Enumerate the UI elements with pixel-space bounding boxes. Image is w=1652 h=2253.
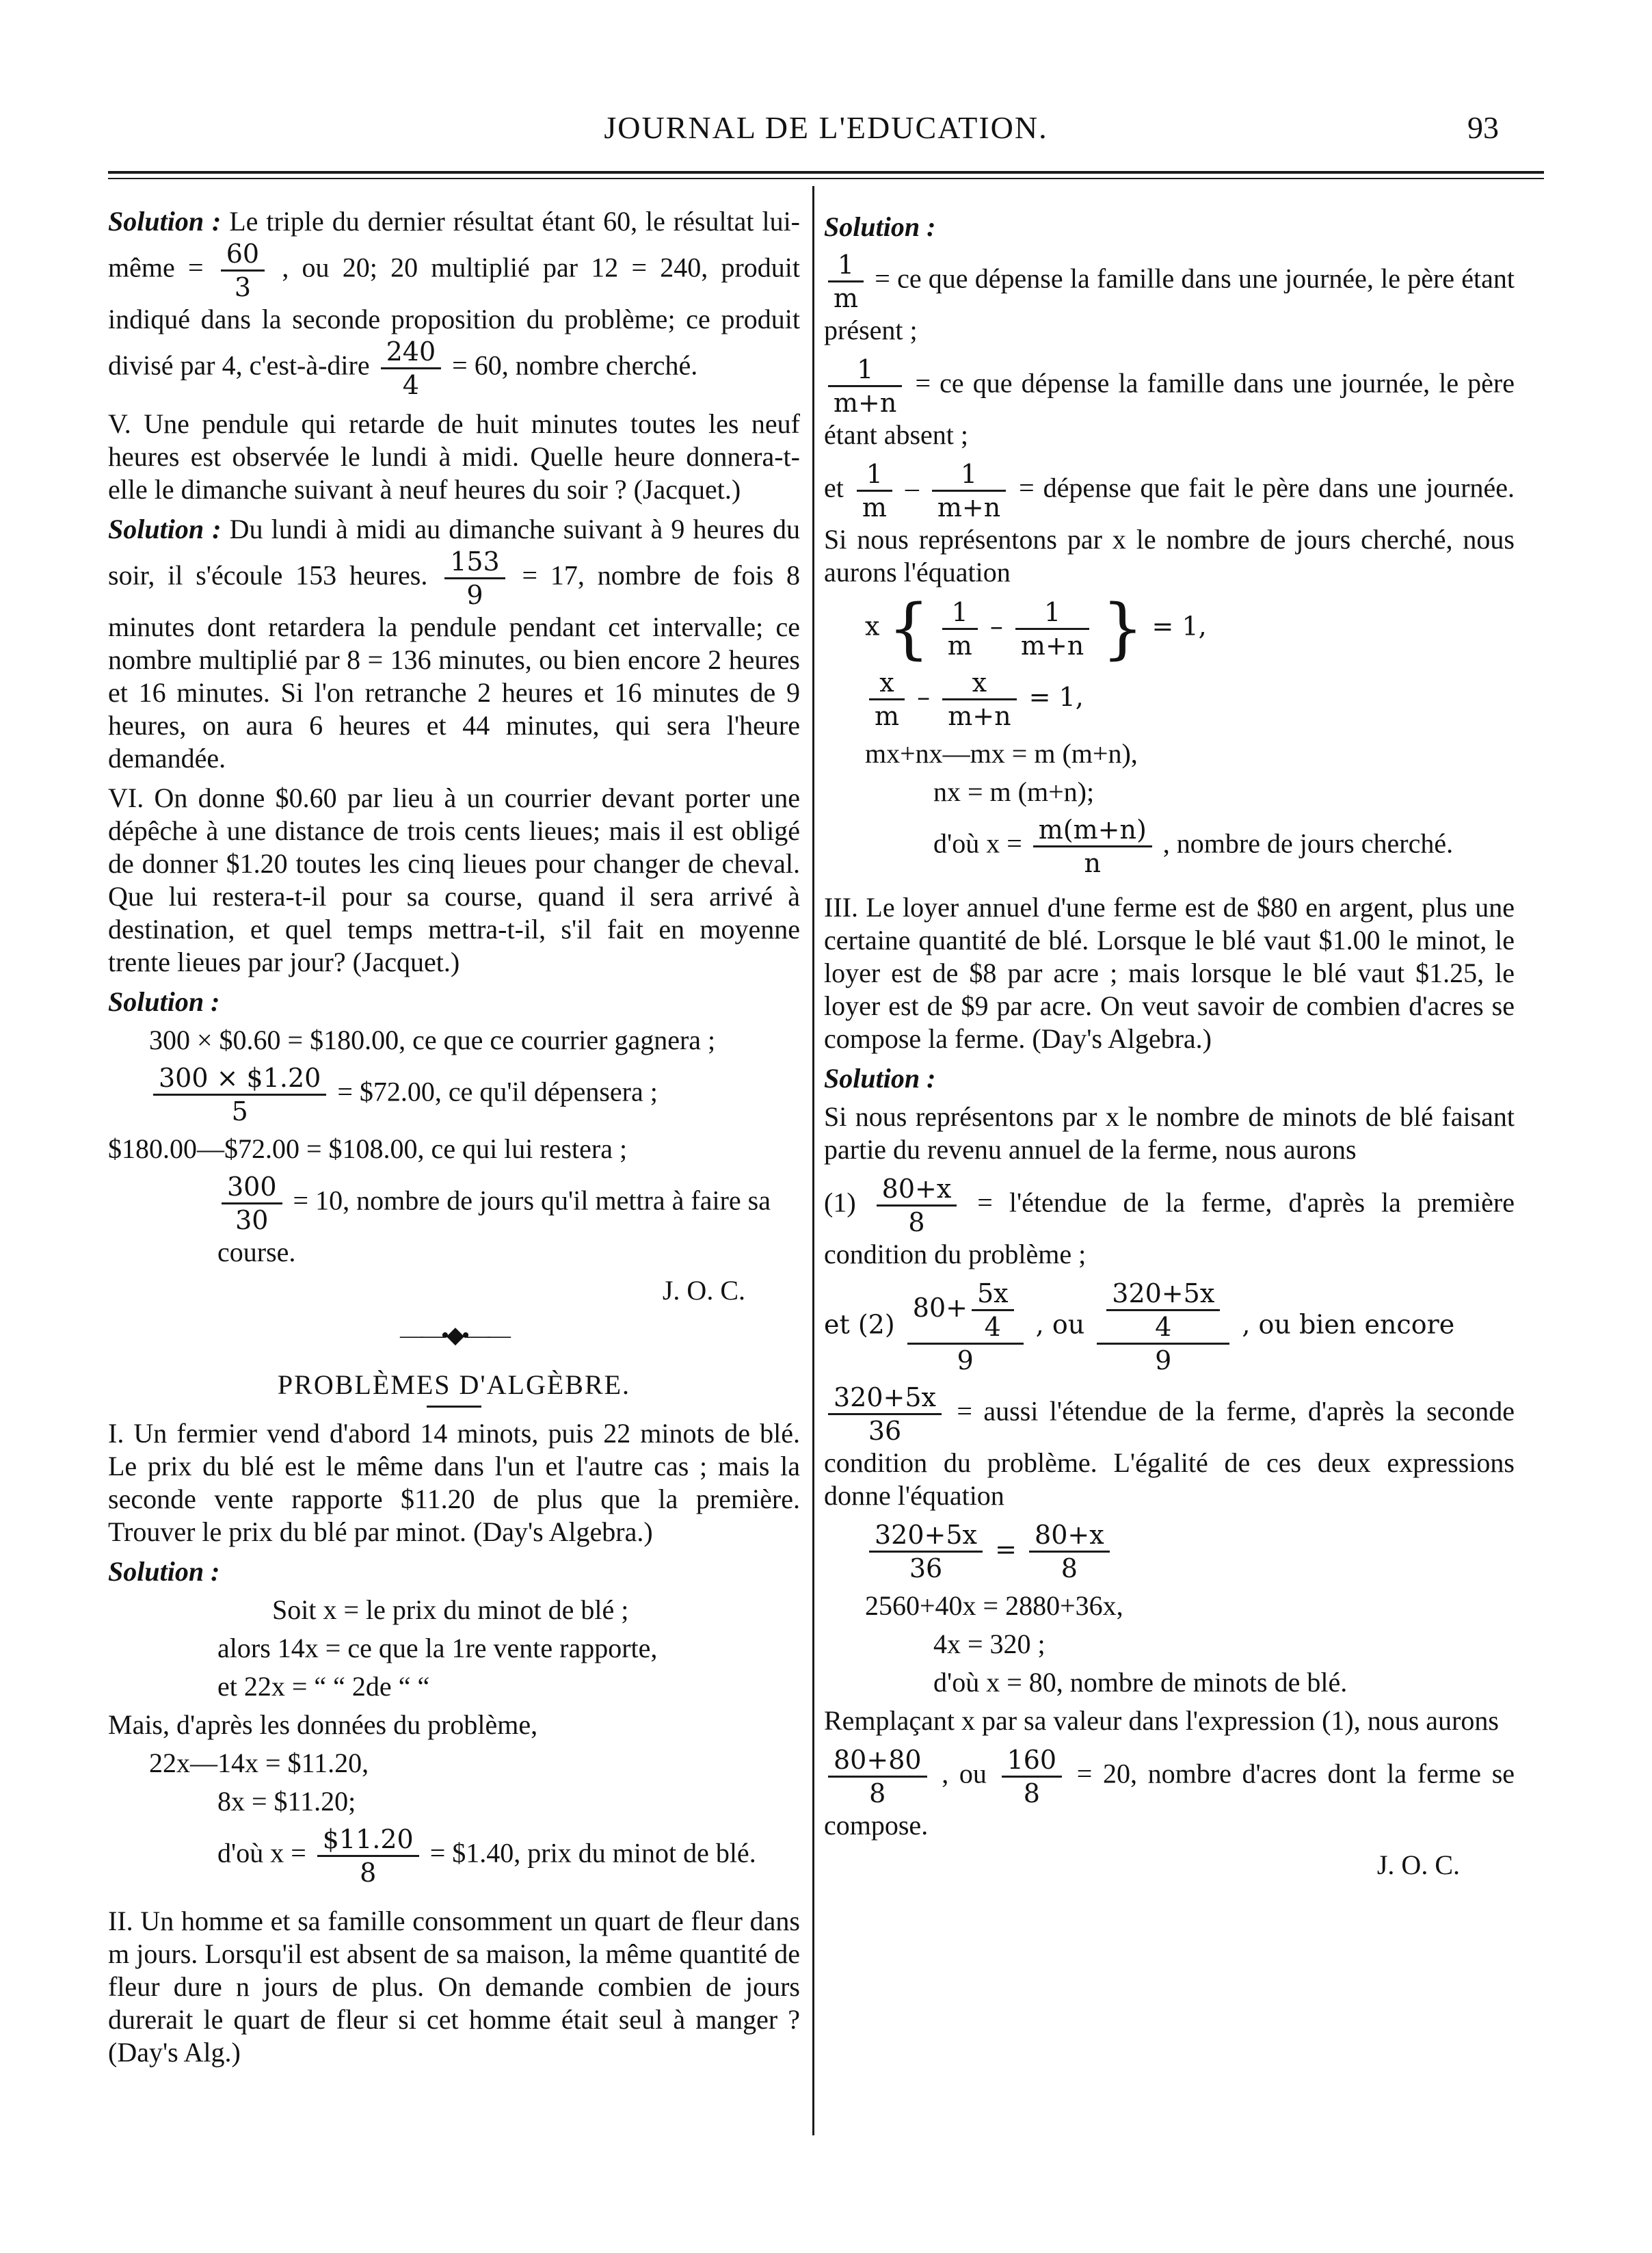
solution-line: et $\frac{1}{m}$ – $\frac{1}{m+n}$ = dépense que fait le père dans une journée. Si nous représentons par x le nombre de jours cherché, nous aurons l'équation [824,459,1515,588]
fraction: $\frac{60}{3}$ [221,238,265,303]
compound-fraction: $\frac{\frac{320+5x}{4}}{9}$ [1097,1278,1229,1376]
solution-text: Du lundi à midi au dimanche suivant à 9 heures du soir, il s'écoule 153 heures. [108,514,800,591]
page-number: 93 [1467,110,1499,145]
equation-line: d'où x = $\frac{m(m+n)}{n}$ , nombre de jours cherché. [933,815,1454,878]
fraction: $\frac{153}{9}$ [444,546,505,611]
equation-line: et (2) 80+ $\frac{5x}{4}$ 9 , ou $\frac{\frac{320+5x}{4}}{9}$ , ou bien encore [824,1278,1455,1375]
equation-line: $\frac{x}{m}$ – $\frac{x}{m+n}$ = 1, [824,667,1515,732]
solution-label: Solution : [824,211,936,242]
fraction: $\frac{1}{m+n}$ [828,354,902,419]
equation-line: d'où x = $\frac{\$11.20}{8}$ = $1.40, prix du minot de blé. [217,1824,756,1888]
fraction: $\frac{160}{8}$ [1002,1744,1063,1809]
right-column [824,205,1515,1894]
solution-vi [108,986,800,1269]
section-title: PROBLÈMES D'ALGÈBRE. [277,1369,631,1400]
fraction: $\frac{300 \times \$1.20}{5}$ [153,1062,326,1127]
solution-v [108,513,800,775]
left-brace-icon: { [888,590,930,667]
solution-text: , ou 20; 20 multiplié par 12 = 240, produit indiqué dans la seconde proposition du problème; ce produit divisé par 4, c'est-à-dire [108,252,800,381]
equation-line: 8x = $11.20; [217,1786,356,1817]
problem-algebra-ii: II. Un homme et sa famille consomment un quart de fleur dans m jours. Lorsqu'il est absent de sa maison, la même quantité de fleur dure n jours de plus. On demande combien de jours durerait le quart de fleur si cet homme était seul à manger ? (Day's Alg.) [108,1906,800,2068]
header-rule-thin [108,178,1544,179]
right-brace-icon: } [1102,590,1144,667]
fraction: $\frac{x}{m+n}$ [942,667,1016,732]
solution-text: = 60, nombre cherché. [452,350,698,381]
fraction: $\frac{1}{m+n}$ [1015,596,1089,661]
problem-vi: VI. On donne $0.60 par lieu à un courrier devant porter une dépêche à une distance de trois cents lieues; mais il est obligé de donner $1.20 toutes les cinq lieues pour changer de cheval. Que lui restera-t-il pour sa course, quand il sera arrivé à destination, et quel temps mettra-t-il, s'il fait en moyenne trente lieues par jour? (Jacquet.) [108,782,800,977]
fraction: $\frac{240}{4}$ [381,336,442,401]
problem-algebra-iii: III. Le loyer annuel d'une ferme est de $80 en argent, plus une certaine quantité de blé. Lorsque le blé vaut $1.00 le minot, le loyer est de $8 par acre ; mais lorsque le blé vaut $1.25, le loyer est de $9 par acre. On veut savoir de combien d'acres se compose la ferme. (Day's Algebra.) [824,892,1515,1054]
equation-line: 2560+40x = 2880+36x, [865,1590,1123,1621]
equation-line: et 22x = “ “ 2de “ “ [217,1671,430,1702]
fraction: $\frac{80+80}{8}$ [828,1744,927,1809]
equation-line: mx+nx—mx = m (m+n), [865,738,1138,769]
solution-line: $\frac{1}{m}$ = ce que dépense la famille dans une journée, le père étant présent ; [824,250,1515,345]
signature: J. O. C. [1376,1849,1460,1880]
solution-line: $\frac{320+5x}{36}$ = aussi l'étendue de la ferme, d'après la seconde condition du problème. L'égalité de ces deux expressions donne l'équation [824,1382,1515,1511]
equation-line: x { $\frac{1}{m}$ – $\frac{1}{m+n}$ } = 1, [865,590,1207,667]
solution-line: $\frac{80+80}{8}$ , ou $\frac{160}{8}$ = 20, nombre d'acres dont la ferme se compose. [824,1745,1515,1841]
fraction: $\frac{1}{m}$ [857,458,892,523]
fraction: $\frac{\$11.20}{8}$ [317,1823,419,1888]
solution-label: Solution : [824,1063,936,1094]
solution-label: Solution : [108,514,222,544]
compound-fraction: 80+ $\frac{5x}{4}$ 9 [907,1278,1024,1376]
fraction: $\frac{80+x}{8}$ [877,1173,957,1238]
solution-iv [108,205,800,401]
header-rule [108,171,1544,174]
equation-line: Soit x = le prix du minot de blé ; [272,1594,629,1625]
fraction: $\frac{1}{m+n}$ [932,458,1006,523]
solution-algebra-i [108,1555,800,1888]
fraction: $\frac{320+5x}{36}$ [828,1382,942,1447]
solution-line: $\frac{1}{m+n}$ = ce que dépense la famille dans une journée, le père étant absent ; [824,354,1515,450]
equation-line: $\frac{300 \times \$1.20}{5}$ = $72.00, ce qu'il dépensera ; [108,1062,800,1127]
fraction: $\frac{m(m+n)}{n}$ [1033,814,1152,879]
solution-label: Solution : [108,206,222,237]
fraction: $\frac{320+5x}{36}$ [869,1519,983,1584]
fraction: $\frac{5x}{4}$ [972,1278,1014,1343]
problem-algebra-i: I. Un fermier vend d'abord 14 minots, puis 22 minots de blé. Le prix du blé est le même dans l'un et l'autre cas ; mais la seconde vente rapporte $11.20 de plus que la première. Trouver le prix du blé par minot. (Day's Algebra.) [108,1418,800,1547]
fraction: $\frac{80+x}{8}$ [1029,1519,1110,1584]
running-title: JOURNAL DE L'EDUCATION. [604,110,1048,145]
left-column [108,205,800,2076]
fraction: $\frac{1}{m}$ [828,249,864,314]
equation-line: $\frac{320+5x}{36}$ = $\frac{80+x}{8}$ [824,1519,1515,1584]
ornament-divider: ——•◆•—— [400,1323,508,1348]
solution-line: (1) $\frac{80+x}{8}$ = l'étendue de la ferme, d'après la première condition du problème ; [824,1174,1515,1269]
solution-algebra-ii [824,211,1515,879]
fraction: $\frac{300}{30}$ [222,1171,282,1236]
solution-text: = 17, nombre de fois 8 minutes dont retardera la pendule pendant cet intervalle; ce nombre multiplié par 8 = 136 minutes, ou bien encore 2 heures et 16 minutes. Si l'on retranche 2 heures et 16 minutes de 9 heures, on aura 6 heures et 44 minutes, qui sera l'heure demandée. [108,559,801,774]
equation-line: Mais, d'après les données du problème, [108,1709,538,1740]
fraction: $\frac{x}{m}$ [869,667,905,732]
solution-text: Le triple du dernier résultat étant 60, le résultat lui-même = [108,206,801,283]
column-divider [812,186,814,2135]
equation-line: d'où x = 80, nombre de minots de blé. [933,1667,1348,1698]
equation-line: $180.00—$72.00 = $108.00, ce qui lui restera ; [108,1133,628,1164]
fraction: $\frac{1}{m}$ [942,596,978,661]
solution-text: Si nous représentons par x le nombre de minots de blé faisant partie du revenu annuel de la ferme, nous aurons [824,1101,1515,1165]
equation-line: 4x = 320 ; [933,1629,1045,1659]
equation-line: 22x—14x = $11.20, [149,1748,369,1778]
equation-line: 300 × $0.60 = $180.00, ce que ce courrier gagnera ; [149,1025,716,1055]
fraction: $\frac{320+5x}{4}$ [1106,1278,1220,1343]
equation-line: nx = m (m+n); [933,776,1095,807]
equation-line: alors 14x = ce que la 1re vente rapporte, [217,1633,658,1663]
solution-label: Solution : [108,1556,220,1587]
solution-text: Remplaçant x par sa valeur dans l'expression (1), nous aurons [824,1705,1499,1736]
signature: J. O. C. [662,1275,745,1306]
problem-v: V. Une pendule qui retarde de huit minutes toutes les neuf heures est observée le lundi à midi. Quelle heure donnera-t-elle le dimanche suivant à neuf heures du soir ? (Jacquet.) [108,408,800,505]
solution-algebra-iii [824,1062,1515,1842]
title-underline [427,1406,481,1408]
equation-line: $\frac{300}{30}$ = 10, nombre de jours qu'il mettra à faire sa course. [217,1172,771,1267]
solution-label: Solution : [108,986,220,1017]
